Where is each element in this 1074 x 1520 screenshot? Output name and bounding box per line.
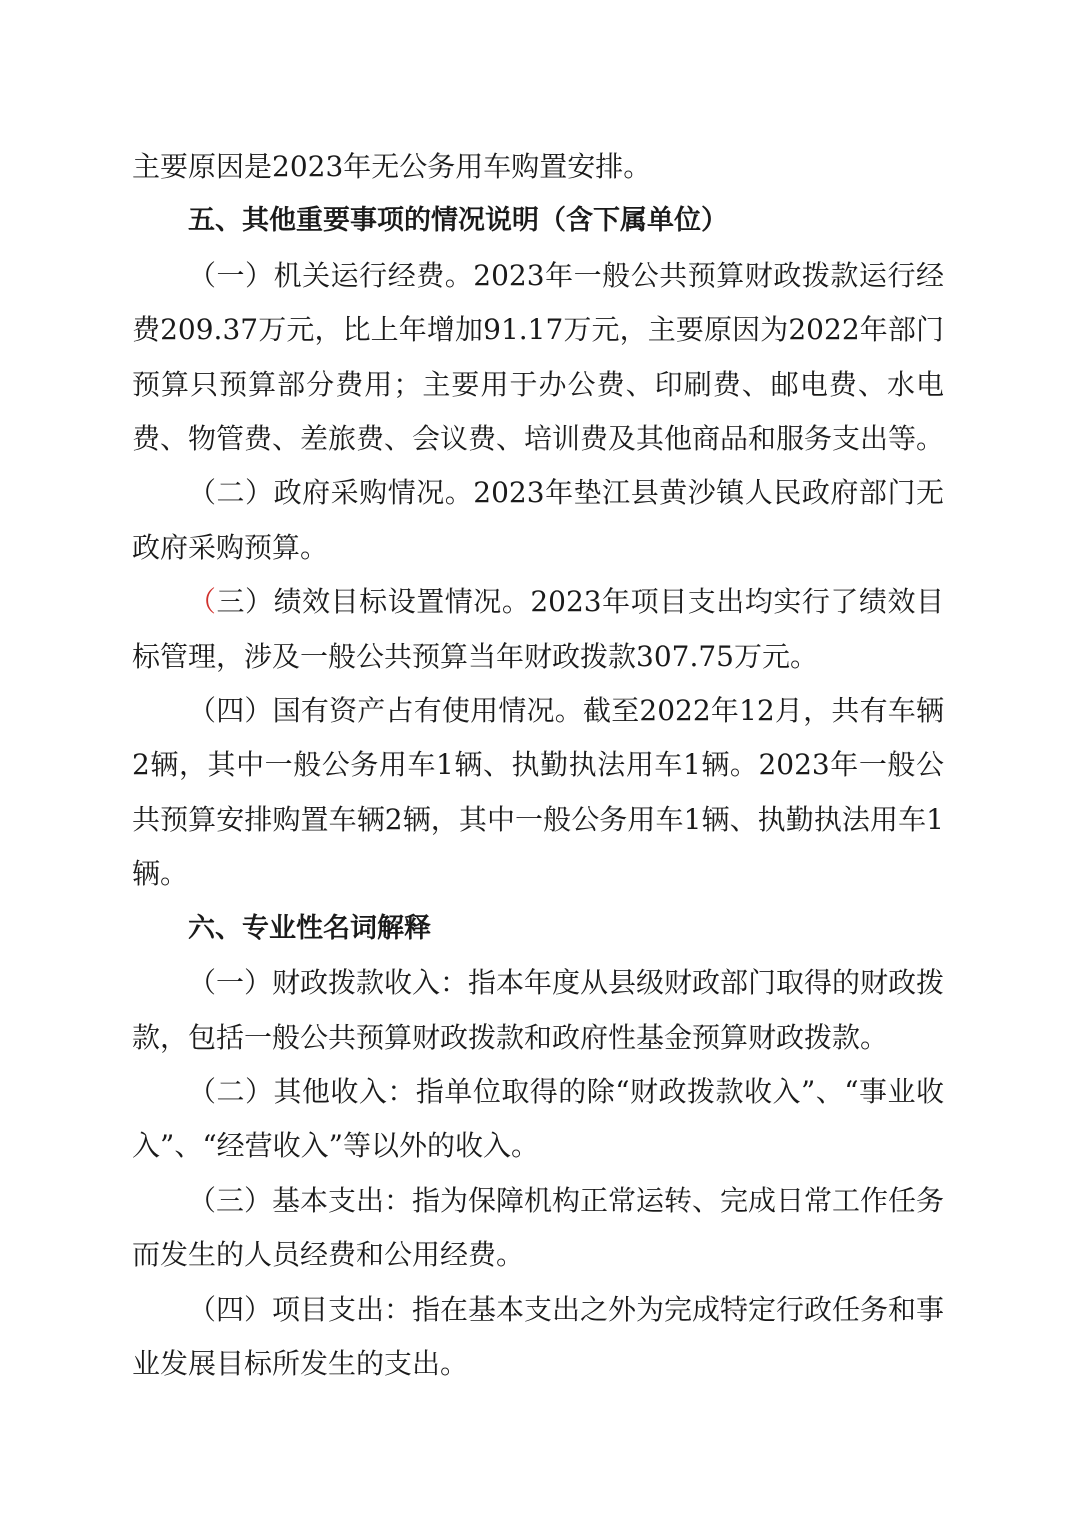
paragraph-procurement: （二）政府采购情况。2023年垫江县黄沙镇人民政府部门无政府采购预算。 bbox=[132, 476, 944, 564]
red-parenthesis: （ bbox=[188, 585, 217, 619]
section-heading-5: 五、其他重要事项的情况说明（含下属单位） bbox=[188, 205, 728, 237]
paragraph-continuation: 主要原因是2023年无公务用车购置安排。 bbox=[132, 150, 652, 183]
paragraph-performance-targets bbox=[132, 575, 944, 684]
term-project-expenditure: （四）项目支出：指在基本支出之外为完成特定行政任务和事业发展目标所发生的支出。 bbox=[132, 1292, 945, 1380]
paragraph-state-assets: （四）国有资产占有使用情况。截至2022年12月，共有车辆2辆，其中一般公务用车1辆、执勤执法用车1辆。2023年一般公共预算安排购置车辆2辆，其中一般公务用车1辆、执勤执法用车1辆。 bbox=[132, 694, 944, 891]
document-page bbox=[132, 140, 944, 1391]
term-other-income: （二）其他收入：指单位取得的除“财政拨款收入”、“事业收入”、“经营收入”等以外的收入。 bbox=[132, 1074, 944, 1163]
paragraph-operating-expenses: （一）机关运行经费。2023年一般公共预算财政拨款运行经费209.37万元，比上年增加91.17万元，主要原因为2022年部门预算只预算部分费用；主要用于办公费、印刷费、邮电费、水电费、物管费、差旅费、会议费、培训费及其他商品和服务支出等。 bbox=[132, 258, 945, 456]
section-heading-6: 六、专业性名词解释 bbox=[188, 912, 431, 944]
term-fiscal-appropriation-income: （一）财政拨款收入：指本年度从县级财政部门取得的财政拨款，包括一般公共预算财政拨款和政府性基金预算财政拨款。 bbox=[132, 966, 945, 1054]
paragraph-performance-text: 三）绩效目标设置情况。2023年项目支出均实行了绩效目标管理，涉及一般公共预算当年财政拨款307.75万元。 bbox=[132, 585, 944, 673]
term-basic-expenditure: （三）基本支出：指为保障机构正常运转、完成日常工作任务而发生的人员经费和公用经费。 bbox=[132, 1183, 945, 1272]
